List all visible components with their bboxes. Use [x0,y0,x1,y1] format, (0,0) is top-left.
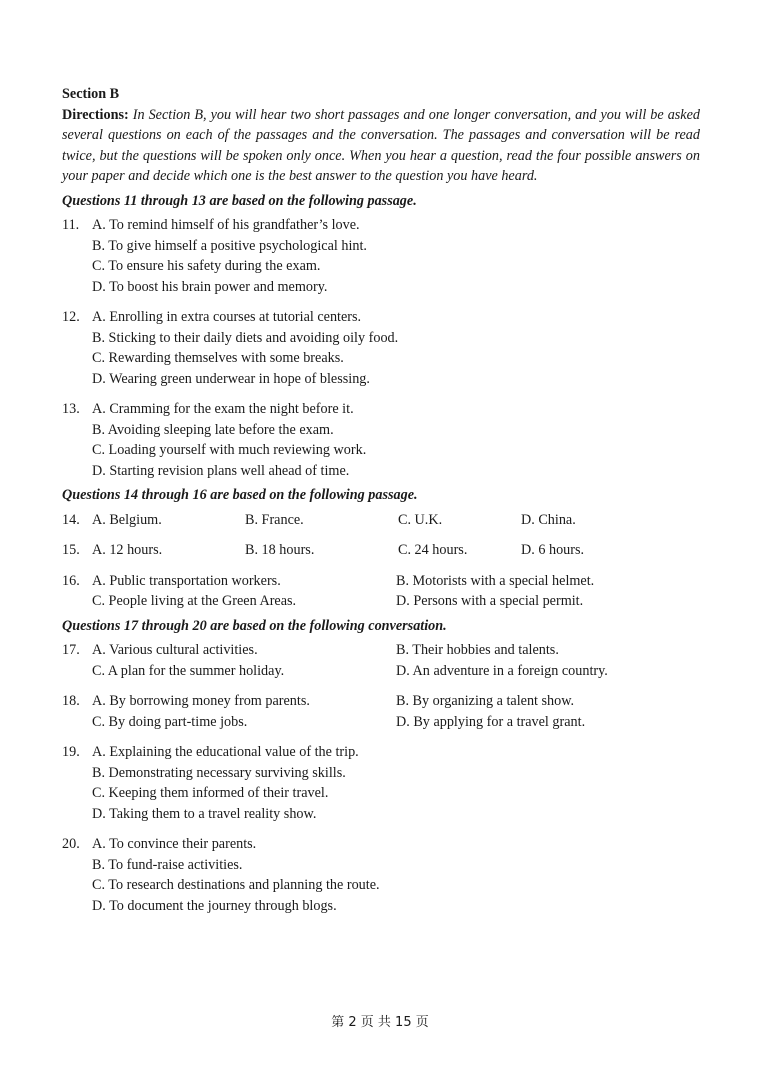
page-footer: 第 2 页 共 15 页 [331,1015,429,1030]
option-d: D. Persons with a special permit. [396,593,584,609]
option-c: C. Rewarding themselves with some breaks. [92,350,344,366]
option-d: D. An adventure in a foreign country. [396,662,608,679]
option-d: D. China. [521,511,576,528]
option-c: C. Loading yourself with much reviewing work. [92,442,367,458]
option-b: B. By organizing a talent show. [396,693,575,709]
option-c: C. To research destinations and planning the route. [92,877,380,893]
option-d: D. To document the journey through blogs. [92,897,337,914]
question-20 [62,834,700,916]
question-number: 14. [62,511,80,528]
option-c: C. To ensure his safety during the exam. [92,258,321,274]
option-a: A. By borrowing money from parents. [92,693,310,709]
option-a: A. Belgium. [92,511,162,528]
option-a: A. To convince their parents. [92,836,257,852]
option-a: A. Various cultural activities. [92,642,258,658]
option-a: A. Cramming for the exam the night before it. [92,401,354,417]
option-d: D. Wearing green underwear in hope of blessing. [92,370,370,387]
directions-text: In Section B, you will hear two short passages and one longer conversation, and you will be asked several questions on each of the passages and the conversation. The passages and conversation will be read twice, but the questions will be spoken only once. When you hear a question, read the four possible answers on your paper and decide which one is the best answer to the question you have heard. [62,106,700,184]
question-number: 17. [62,642,80,658]
question-13 [62,399,700,481]
option-a: A. 12 hours. [92,542,163,558]
option-c: C. By doing part-time jobs. [92,713,248,730]
question-18 [62,691,700,732]
option-c: C. A plan for the summer holiday. [92,662,285,679]
option-b: B. To give himself a positive psychological hint. [92,237,367,254]
group-heading-14-16: Questions 14 through 16 are based on the following passage. [62,487,418,503]
question-number: 16. [62,572,80,589]
option-b: B. France. [245,511,304,528]
option-c: C. 24 hours. [398,542,468,558]
question-number: 13. [62,401,80,417]
group-heading-17-20: Questions 17 through 20 are based on the following conversation. [62,617,447,634]
option-a: A. Enrolling in extra courses at tutorial centers. [92,309,362,325]
option-b: B. Sticking to their daily diets and avoiding oily food. [92,329,399,346]
option-c: C. Keeping them informed of their travel. [92,785,329,801]
question-number: 11. [62,217,80,233]
option-d: D. By applying for a travel grant. [396,713,586,730]
directions [62,105,700,187]
group-heading-11-13: Questions 11 through 13 are based on the following passage. [62,192,417,209]
option-d: D. To boost his brain power and memory. [92,278,328,295]
option-a: A. Explaining the educational value of the trip. [92,744,359,760]
option-d: D. Starting revision plans well ahead of time. [92,462,350,479]
exam-page [62,84,700,926]
question-number: 18. [62,693,80,709]
option-c: C. U.K. [398,511,443,528]
option-c: C. People living at the Green Areas. [92,593,297,609]
question-number: 20. [62,836,80,852]
question-15 [62,540,700,561]
option-b: B. Their hobbies and talents. [396,642,559,658]
option-d: D. 6 hours. [521,542,585,558]
option-a: A. To remind himself of his grandfather’s love. [92,217,360,233]
question-17 [62,640,700,681]
option-b: B. 18 hours. [245,542,315,558]
option-a: A. Public transportation workers. [92,572,281,589]
question-12 [62,307,700,389]
question-number: 19. [62,744,80,760]
question-number: 15. [62,542,80,558]
option-b: B. Demonstrating necessary surviving skills. [92,764,346,781]
directions-label: Directions: [62,106,129,123]
option-b: B. Motorists with a special helmet. [396,572,595,589]
question-19 [62,742,700,824]
option-b: B. Avoiding sleeping late before the exam. [92,421,334,438]
section-title: Section B [62,86,120,102]
question-11 [62,215,700,297]
question-number: 12. [62,309,80,325]
question-16 [62,571,700,612]
question-14 [62,510,700,531]
option-b: B. To fund-raise activities. [92,856,243,873]
option-d: D. Taking them to a travel reality show. [92,805,317,822]
